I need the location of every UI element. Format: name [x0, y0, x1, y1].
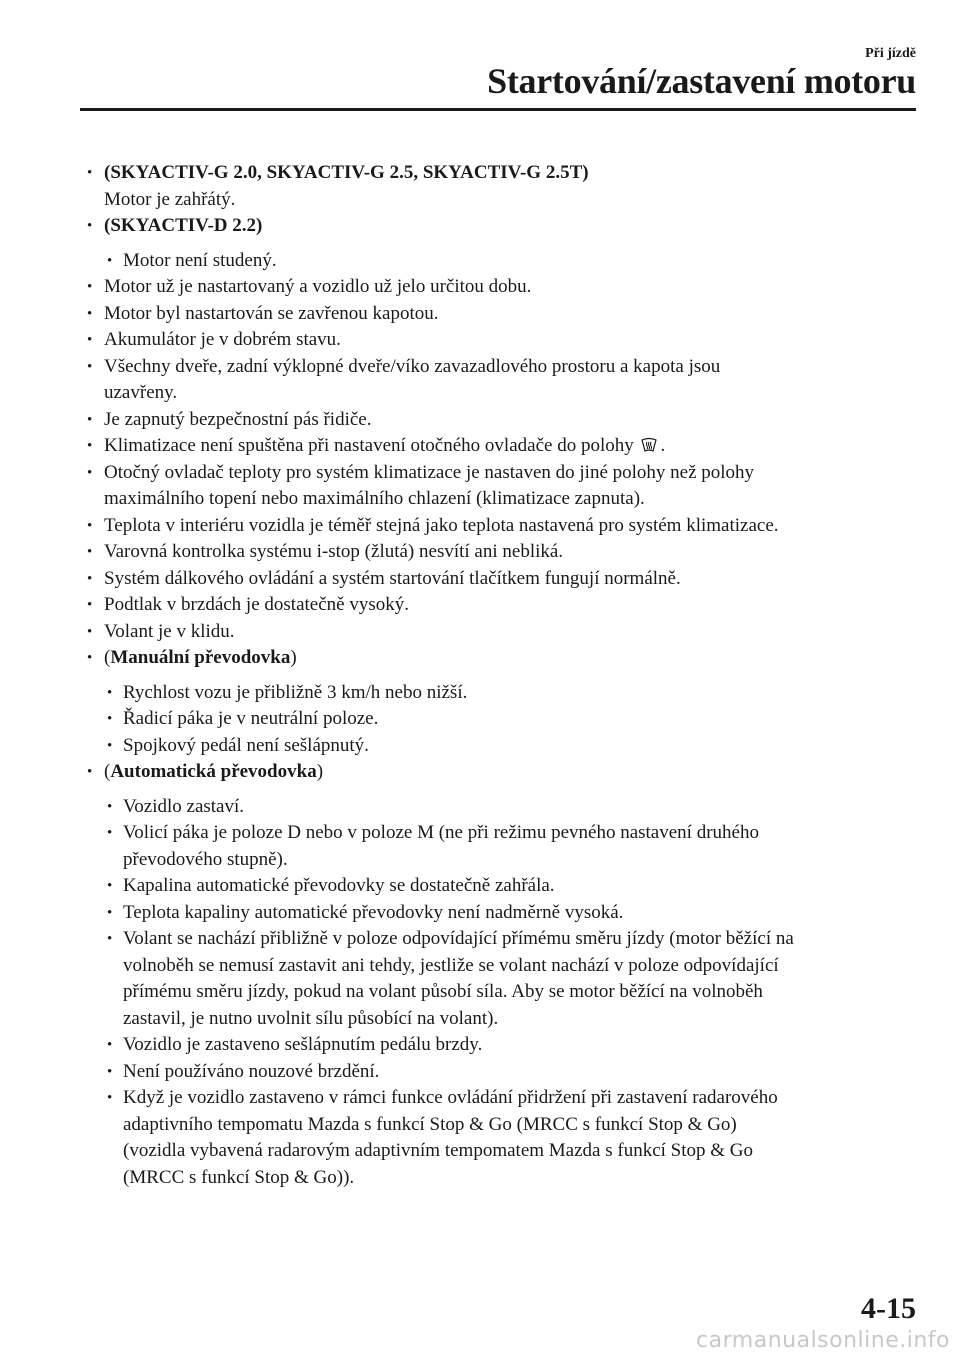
list-item: [0, 539, 960, 566]
item-text: Všechny dveře, zadní výklopné dveře/víko zavazadlového prostoru a kapota jsou: [104, 355, 721, 377]
item-text: Systém dálkového ovládání a systém startování tlačítkem fungují normálně.: [104, 567, 681, 589]
list-item: [0, 820, 960, 847]
list-item: [0, 407, 960, 434]
page-title: Startování/zastavení motoru: [487, 61, 916, 101]
item-text: Teplota v interiéru vozidla je téměř stejná jako teplota nastavená pro systém klimatizace.: [104, 514, 779, 536]
bullet: •: [87, 332, 93, 348]
list-item: [0, 1032, 960, 1059]
list-item: [0, 619, 960, 646]
item-text: Je zapnutý bezpečnostní pás řidiče.: [104, 408, 372, 430]
item-heading: (SKYACTIV-G 2.0, SKYACTIV-G 2.5, SKYACTIV-G 2.5T): [104, 162, 589, 183]
bullet: •: [107, 798, 113, 815]
paren-close: ): [290, 647, 297, 668]
paren-open: (: [104, 761, 111, 782]
bullet: •: [87, 279, 93, 295]
bullet: •: [107, 825, 113, 841]
list-item: [0, 900, 960, 927]
bullet: •: [87, 764, 93, 780]
item-text: Otočný ovladač teploty pro systém klimatizace je nastaven do jiné polohy než polohy: [104, 461, 755, 483]
list-item: [0, 160, 960, 187]
item-text: Motor už je nastartovaný a vozidlo už jelo určitou dobu.: [104, 276, 532, 297]
header-section: Při jízdě: [865, 46, 916, 61]
watermark: carmanualsonline.info: [696, 1328, 950, 1353]
list-item: [0, 794, 960, 821]
bullet: •: [87, 438, 93, 454]
bullet: •: [107, 878, 113, 894]
list-item: [0, 301, 960, 328]
list-item: [0, 460, 960, 487]
item-text: Není používáno nouzové brzdění.: [123, 1060, 380, 1082]
page-number: 4-15: [861, 1292, 916, 1325]
item-text: (vozidla vybavená radarovým adaptivním tempomatem Mazda s funkcí Stop & Go: [123, 1140, 753, 1161]
bullet: •: [107, 904, 113, 921]
bullet: •: [87, 544, 93, 560]
bullet: •: [87, 358, 93, 375]
bullet: •: [107, 252, 113, 269]
item-text: uzavřeny.: [104, 382, 178, 403]
item-text: Akumulátor je v dobrém stavu.: [104, 329, 341, 350]
list-item: [0, 706, 960, 733]
item-text: Teplota kapaliny automatické převodovky není nadměrně vysoká.: [123, 901, 624, 923]
bullet: •: [87, 464, 93, 481]
bullet: •: [87, 623, 93, 640]
bullet: •: [87, 650, 93, 666]
list-item: [0, 566, 960, 593]
list-item: [0, 513, 960, 540]
paren-open: (: [104, 647, 111, 668]
list-item: [0, 926, 960, 953]
item-text: zastavil, je nutno uvolnit sílu působící na volant).: [123, 1007, 499, 1029]
bullet: •: [87, 517, 93, 534]
item-heading: (SKYACTIV-D 2.2): [104, 215, 263, 236]
item-text: Rychlost vozu je přibližně 3 km/h nebo nižší.: [123, 681, 468, 703]
bullet: •: [87, 165, 93, 181]
list-item: [0, 733, 960, 760]
bullet: •: [107, 931, 113, 947]
item-text: Volant se nachází přibližně v poloze odpovídající přímému směru jízdy (motor běžící na: [123, 928, 794, 949]
item-text: Vozidlo je zastaveno sešlápnutím pedálu brzdy.: [123, 1034, 483, 1055]
bullet: •: [107, 711, 113, 727]
item-heading: Automatická převodovka: [110, 761, 317, 782]
content: [0, 160, 960, 1191]
header-rule: [80, 108, 916, 111]
list-item: [0, 680, 960, 707]
list-item: [0, 873, 960, 900]
list-item: [0, 248, 960, 275]
bullet: •: [107, 684, 113, 701]
list-item: [0, 354, 960, 381]
bullet: •: [87, 411, 93, 428]
item-text: Řadicí páka je v neutrální poloze.: [123, 708, 379, 729]
item-text: přímému směru jízdy, pokud na volant působí síla. Aby se motor běžící na volnoběh: [123, 981, 763, 1002]
windshield-defroster-icon: [640, 436, 658, 454]
item-text: Motor je zahřátý.: [104, 188, 236, 210]
bullet: •: [87, 305, 93, 322]
item-text: převodového stupně).: [123, 848, 288, 870]
bullet: •: [107, 1037, 113, 1053]
bullet: •: [87, 218, 93, 234]
item-text: Vozidlo zastaví.: [123, 795, 245, 817]
item-heading: Manuální převodovka: [110, 647, 291, 668]
bullet: •: [107, 737, 113, 754]
item-text: Volicí páka je poloze D nebo v poloze M (ne při režimu pevného nastavení druhého: [123, 822, 759, 843]
item-text: Klimatizace není spuštěna při nastavení otočného ovladače do polohy: [104, 435, 634, 456]
list-item: [0, 433, 960, 460]
item-text: Motor byl nastartován se zavřenou kapotou.: [104, 302, 439, 324]
item-text: Kapalina automatické převodovky se dostatečně zahřála.: [123, 875, 555, 896]
bullet: •: [87, 597, 93, 613]
list-item: [0, 1059, 960, 1086]
list-item: [0, 645, 960, 672]
item-text: Volant je v klidu.: [104, 620, 235, 642]
item-text: Když je vozidlo zastaveno v rámci funkce ovládání přidržení při zastavení radarového: [123, 1087, 778, 1108]
list-item: [0, 759, 960, 786]
item-text-end: .: [660, 435, 666, 456]
item-text: Motor není studený.: [123, 249, 277, 271]
bullet: •: [107, 1063, 113, 1080]
list-item: [0, 1085, 960, 1112]
list-item: [0, 592, 960, 619]
item-text: Varovná kontrolka systému i-stop (žlutá) nesvítí ani nebliká.: [104, 541, 564, 562]
list-item: [0, 213, 960, 240]
item-text: Podtlak v brzdách je dostatečně vysoký.: [104, 594, 409, 615]
list-item: [0, 274, 960, 301]
bullet: •: [87, 570, 93, 587]
bullet: •: [107, 1090, 113, 1106]
item-text: volnoběh se nemusí zastavit ani tehdy, jestliže se volant nachází v poloze odpovídající: [123, 954, 779, 976]
item-text: adaptivního tempomatu Mazda s funkcí Stop & Go (MRCC s funkcí Stop & Go): [123, 1113, 737, 1135]
paren-close: ): [316, 761, 324, 782]
item-text: (MRCC s funkcí Stop & Go)).: [123, 1166, 355, 1188]
list-item: [0, 327, 960, 354]
item-text: maximálního topení nebo maximálního chlazení (klimatizace zapnuta).: [104, 488, 645, 509]
item-text: Spojkový pedál není sešlápnutý.: [123, 734, 369, 756]
